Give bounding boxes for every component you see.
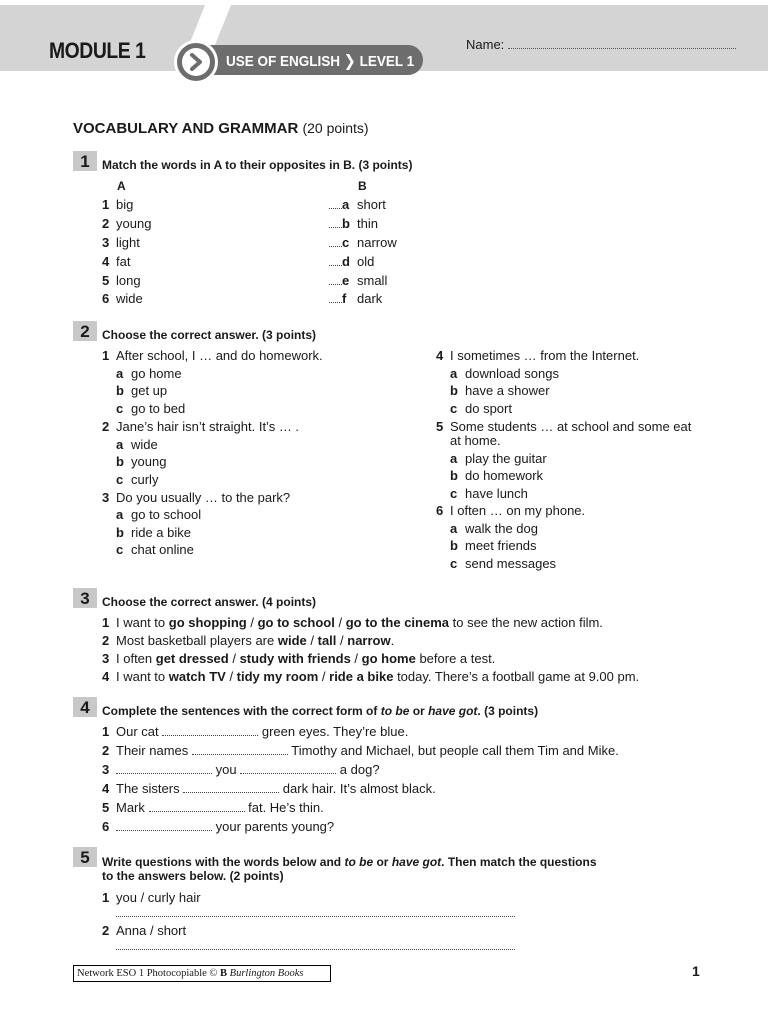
answer-line[interactable] [116,915,515,917]
match-item-a: 5 long [102,273,141,288]
answer-option[interactable]: b young [116,454,167,469]
column-a-heading: A [117,179,126,193]
answer-blank[interactable] [329,283,342,285]
answer-option[interactable]: b ride a bike [116,525,191,540]
answer-option[interactable]: c go to bed [116,401,186,416]
match-item-a: 6 wide [102,291,143,306]
level-name: LEVEL 1 [359,53,415,70]
question: 6 I often … on my phone. [436,503,586,518]
answer-option[interactable]: a walk the dog [450,521,538,536]
chevron-right-icon [174,40,218,84]
match-item-b[interactable]: b thin [329,216,378,231]
match-item-b[interactable]: e small [329,273,387,288]
gap-fill-sentence: 5 Mark fat. He’s thin. [102,800,324,815]
answer-option[interactable]: b get up [116,383,168,398]
exercise-number: 4 [73,697,97,717]
answer-blank[interactable] [329,207,342,209]
match-item-b[interactable]: d old [329,254,374,269]
column-b-heading: B [358,179,367,193]
answer-blank[interactable] [329,264,342,266]
answer-blank[interactable] [240,772,336,774]
module-title: MODULE 1 [49,38,146,63]
answer-option[interactable]: c do sport [450,401,512,416]
choice-sentence[interactable]: 3 I often get dressed / study with friends / go home before a test. [102,651,496,666]
answer-blank[interactable] [329,226,342,228]
publisher-logo: B [220,968,228,979]
answer-blank[interactable] [329,301,342,303]
answer-blank[interactable] [192,753,288,755]
match-item-b[interactable]: a short [329,197,386,212]
name-field[interactable] [508,48,736,49]
exercise-number: 2 [73,321,97,341]
answer-option[interactable]: c have lunch [450,486,528,501]
match-item-a: 2 young [102,216,152,231]
answer-line[interactable] [116,948,515,950]
exercise-number: 3 [73,588,97,608]
answer-option[interactable]: a go home [116,366,182,381]
match-item-b[interactable]: f dark [329,291,382,306]
match-item-a: 3 light [102,235,140,250]
section-heading: VOCABULARY AND GRAMMAR [73,120,299,137]
answer-option[interactable]: c curly [116,472,159,487]
gap-fill-sentence: 2 Their names Timothy and Michael, but people call them Tim and Mike. [102,743,619,758]
exercise-instruction: Complete the sentences with the correct form of to be or have got. (3 points) [102,704,539,718]
answer-option[interactable]: b do homework [450,468,544,483]
gap-fill-sentence: 1 Our cat green eyes. They’re blue. [102,724,409,739]
answer-option[interactable]: c chat online [116,542,194,557]
answer-blank[interactable] [162,734,258,736]
choice-sentence[interactable]: 1 I want to go shopping / go to school / go to the cinema to see the new action film. [102,615,603,630]
choice-sentence[interactable]: 4 I want to watch TV / tidy my room / ride a bike today. There’s a football game at 9.00 pm. [102,669,640,684]
answer-blank[interactable] [329,245,342,247]
answer-option[interactable]: a download songs [450,366,559,381]
answer-option[interactable]: b meet friends [450,538,537,553]
exercise-instruction: Write questions with the words below and to be or have got. Then match the questions to the answers below. (2 points) [102,855,597,883]
course-name: USE OF ENGLISH [226,53,341,70]
exercise-instruction: Match the words in A to their opposites in B. (3 points) [102,158,413,172]
name-label: Name: [466,37,505,52]
chevron-separator-icon: ❯ [343,53,356,70]
answer-option[interactable]: a play the guitar [450,451,547,466]
question: 1 After school, I … and do homework. [102,348,323,363]
match-item-a: 4 fat [102,254,131,269]
section-points: (20 points) [302,120,369,136]
question: 3 Do you usually … to the park? [102,490,291,505]
question: 5 Some students … at school and some eat at home. [436,419,692,448]
match-item-b[interactable]: c narrow [329,235,397,250]
exercise-instruction: Choose the correct answer. (3 points) [102,328,317,342]
exercise-number: 5 [73,847,97,867]
exercise-number: 1 [73,151,97,171]
answer-option[interactable]: a go to school [116,507,202,522]
publisher-name: Burlington Books [229,968,304,979]
answer-option[interactable]: a wide [116,437,158,452]
prompt-item: 1 you / curly hair [102,890,201,905]
choice-sentence[interactable]: 2 Most basketball players are wide / tall / narrow. [102,633,395,648]
gap-fill-sentence: 4 The sisters dark hair. It’s almost black. [102,781,436,796]
answer-blank[interactable] [183,791,279,793]
page-number: 1 [692,963,700,979]
answer-option[interactable]: b have a shower [450,383,550,398]
gap-fill-sentence: 3 you a dog? [102,762,380,777]
section-title [73,120,369,137]
answer-option[interactable]: c send messages [450,556,557,571]
answer-blank[interactable] [116,829,212,831]
prompt-item: 2 Anna / short [102,923,187,938]
gap-fill-sentence: 6 your parents young? [102,819,335,834]
course-level [226,51,414,71]
answer-blank[interactable] [149,810,245,812]
question: 4 I sometimes … from the Internet. [436,348,640,363]
footer-copyright: Network ESO 1 Photocopiable © B Burlington Books [73,965,331,982]
match-item-a: 1 big [102,197,134,212]
answer-blank[interactable] [116,772,212,774]
question: 2 Jane’s hair isn’t straight. It’s … . [102,419,300,434]
exercise-instruction: Choose the correct answer. (4 points) [102,595,317,609]
